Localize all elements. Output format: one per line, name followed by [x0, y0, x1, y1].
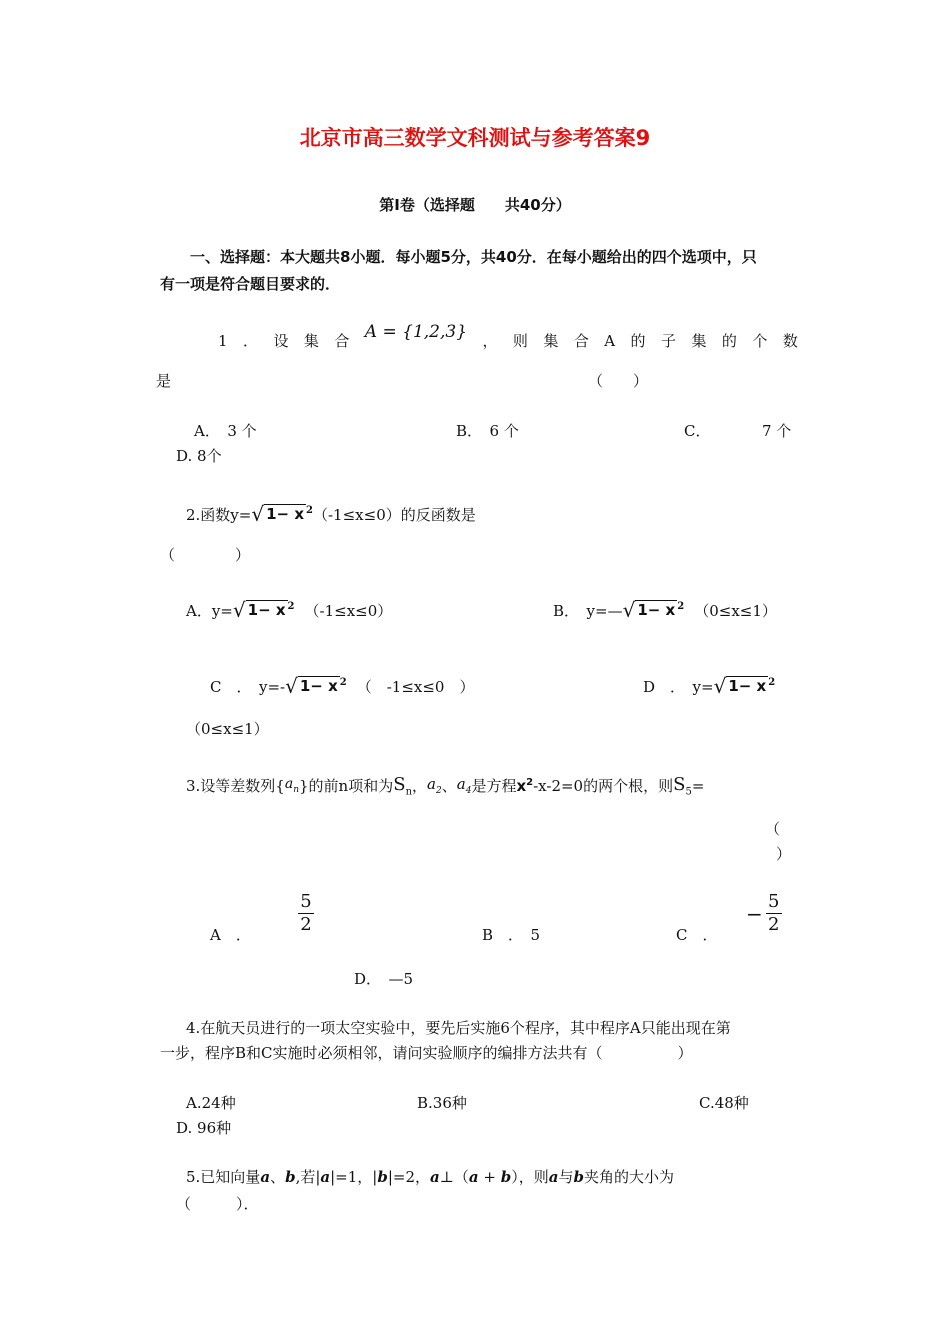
q1-char: 数 — [782, 332, 798, 350]
q1-option-c-value: 7 个 — [762, 422, 792, 440]
exponent: 2 — [306, 505, 313, 516]
q2-option-a-label: A．y= — [186, 601, 233, 620]
numerator: 5 — [768, 891, 780, 912]
subscript: n — [293, 785, 300, 796]
q3-option-d: D． —5 — [354, 970, 414, 988]
subscript: 2 — [436, 786, 442, 797]
a-2 — [427, 775, 442, 796]
radical-sign: √ — [251, 502, 265, 526]
minus-sign: − — [746, 901, 763, 926]
x-squared — [516, 777, 533, 795]
q1-char: 则 — [512, 332, 528, 350]
q1-char: 集 — [691, 332, 707, 350]
question-1-line1 — [218, 321, 798, 351]
exponent: 2 — [339, 677, 347, 688]
numerator: 5 — [300, 891, 312, 912]
q1-char: 的 — [630, 332, 646, 350]
var: x — [516, 776, 527, 795]
q1-set-expression: A = {1,2,3} — [364, 321, 468, 342]
denominator: 2 — [300, 914, 312, 935]
var: a — [427, 775, 436, 794]
q2-option-b-range: （0≤x≤1） — [694, 601, 777, 620]
q4-option-d: D. 96种 — [176, 1119, 232, 1137]
vector-a: a — [260, 1167, 271, 1186]
denominator: 2 — [768, 914, 780, 935]
q1-char: A — [604, 331, 616, 350]
q4-option-b: B.36种 — [417, 1094, 467, 1112]
q1-char: ． — [242, 332, 258, 350]
q3-option-b: B ． 5 — [482, 926, 541, 944]
q5-text: 与 — [558, 1168, 574, 1186]
sqrt-expression — [285, 674, 347, 698]
q1-line2: 是 — [156, 372, 172, 390]
var: a — [284, 776, 294, 793]
q2-option-c-range: （ -1≤x≤0 ） — [356, 677, 475, 696]
separator: 、 — [441, 777, 457, 796]
q1-char: 集 — [303, 332, 319, 350]
section-instruction-line2: 有一项是符合题目要求的． — [160, 275, 341, 293]
q4-line1: 4.在航天员进行的一项太空实验中，要先后实施6个程序，其中程序A只能出现在第 — [186, 1019, 731, 1037]
q1-option-c-label: C． — [684, 422, 711, 440]
q4-option-a: A.24种 — [186, 1094, 236, 1112]
radicand: 1− x — [247, 601, 286, 619]
radicand: 1− x — [266, 505, 305, 523]
q1-option-a: A． 3 个 — [194, 422, 257, 440]
q3-prefix: 3.设等差数列{ — [186, 777, 285, 796]
q1-answer-paren: （ ） — [588, 372, 649, 390]
a-4 — [457, 775, 472, 796]
q3-paren-close: ） — [776, 845, 792, 863]
q1-option-d: D. 8个 — [176, 447, 222, 465]
q1-char: ， — [482, 332, 498, 350]
question-5-stem — [186, 1166, 674, 1187]
radical-sign: √ — [285, 674, 298, 698]
radical-sign: √ — [622, 598, 636, 622]
vector-a: a — [430, 1167, 440, 1186]
sqrt-expression — [623, 598, 685, 622]
question-2-stem — [186, 502, 476, 526]
S-5 — [673, 774, 692, 798]
q5-text: ），则 — [511, 1168, 549, 1186]
section-instruction-line1: 一、选择题：本大题共8小题．每小题5分，共40分．在每小题给出的四个选项中，只 — [190, 248, 757, 266]
S-n — [393, 774, 412, 798]
sqrt-expression — [233, 598, 295, 622]
subscript: 5 — [685, 786, 692, 798]
equals: = — [691, 776, 705, 795]
q5-text: 、 — [270, 1168, 286, 1186]
q5-text: 夹角的大小为 — [583, 1168, 674, 1186]
q2-option-d-range: （0≤x≤1） — [186, 720, 269, 738]
page-title: 北京市高三数学文科测试与参考答案9 — [299, 126, 651, 150]
vector-b: b — [285, 1167, 296, 1186]
q5-text: |=2， — [387, 1168, 431, 1186]
q2-option-b — [553, 598, 777, 622]
vector-a: a — [468, 1167, 479, 1186]
q5-text: ,若| — [295, 1168, 321, 1186]
q1-char: 集 — [543, 332, 559, 350]
var: a — [456, 775, 466, 794]
var: S — [673, 774, 686, 795]
vector-b: b — [573, 1167, 584, 1186]
comma: ， — [412, 777, 428, 796]
radical-sign: √ — [713, 674, 727, 698]
q1-char: 合 — [334, 332, 350, 350]
exponent: 2 — [677, 601, 685, 612]
q3-option-c-fraction — [746, 893, 782, 934]
q2-option-b-label: B． y=— — [553, 601, 623, 620]
q4-option-c: C.48种 — [699, 1094, 749, 1112]
radicand: 1− x — [728, 677, 767, 695]
part-heading: 第Ⅰ卷（选择题 共40分） — [379, 196, 571, 214]
q3-paren-open: （ — [765, 820, 781, 838]
vector-a: a — [548, 1167, 559, 1186]
sqrt-expression — [251, 502, 313, 526]
q2-option-d-label: D ． y= — [643, 677, 714, 696]
q5-text: |=1，| — [330, 1168, 378, 1186]
q3-option-c-label: C ． — [676, 926, 718, 944]
subscript: 4 — [465, 786, 472, 797]
vector-a: a — [320, 1167, 331, 1186]
q3-mid3: -x-2=0的两个根，则 — [533, 777, 674, 796]
q5-text: + — [478, 1167, 501, 1186]
q3-option-a-label: A ． — [210, 926, 251, 944]
q1-char: 子 — [661, 332, 677, 350]
exponent: 2 — [287, 601, 295, 612]
q2-suffix: （-1≤x≤0）的反函数是 — [312, 505, 476, 524]
q2-option-d — [643, 674, 775, 698]
q4-line2: 一步，程序B和C实施时必须相邻，请问实验顺序的编排方法共有（ ） — [160, 1044, 693, 1062]
radicand: 1− x — [299, 677, 338, 695]
q3-mid1: }的前n项和为 — [299, 777, 394, 796]
radical-sign: √ — [232, 598, 246, 622]
q2-option-c — [210, 674, 474, 698]
exponent: 2 — [526, 776, 534, 788]
sqrt-expression — [714, 674, 776, 698]
q5-text: 5.已知向量 — [186, 1168, 261, 1186]
q1-char: 的 — [721, 332, 737, 350]
q3-mid2: 是方程 — [471, 777, 517, 796]
q2-option-a — [186, 598, 392, 622]
q1-char: 个 — [752, 332, 768, 350]
q5-text: ⊥（ — [439, 1168, 469, 1186]
vector-b: b — [500, 1167, 512, 1186]
q1-option-b: B． 6 个 — [456, 422, 519, 440]
vector-b: b — [377, 1167, 388, 1186]
q1-char: 设 — [273, 332, 289, 350]
q2-option-c-label: C ． y=- — [210, 677, 286, 696]
var: S — [393, 774, 406, 795]
q2-prefix: 2.函数y= — [186, 505, 252, 524]
radicand: 1− x — [637, 601, 676, 619]
q5-answer-paren: （ ）． — [176, 1195, 259, 1213]
question-3-stem — [186, 774, 704, 798]
q1-char: 1 — [218, 331, 228, 350]
exponent: 2 — [768, 677, 776, 688]
q2-answer-paren: （ ） — [160, 546, 251, 564]
q1-char: 合 — [573, 332, 589, 350]
subscript: n — [405, 786, 413, 798]
a-n — [285, 776, 299, 795]
q2-option-a-range: （-1≤x≤0） — [304, 601, 393, 620]
q3-option-a-fraction — [298, 893, 314, 934]
